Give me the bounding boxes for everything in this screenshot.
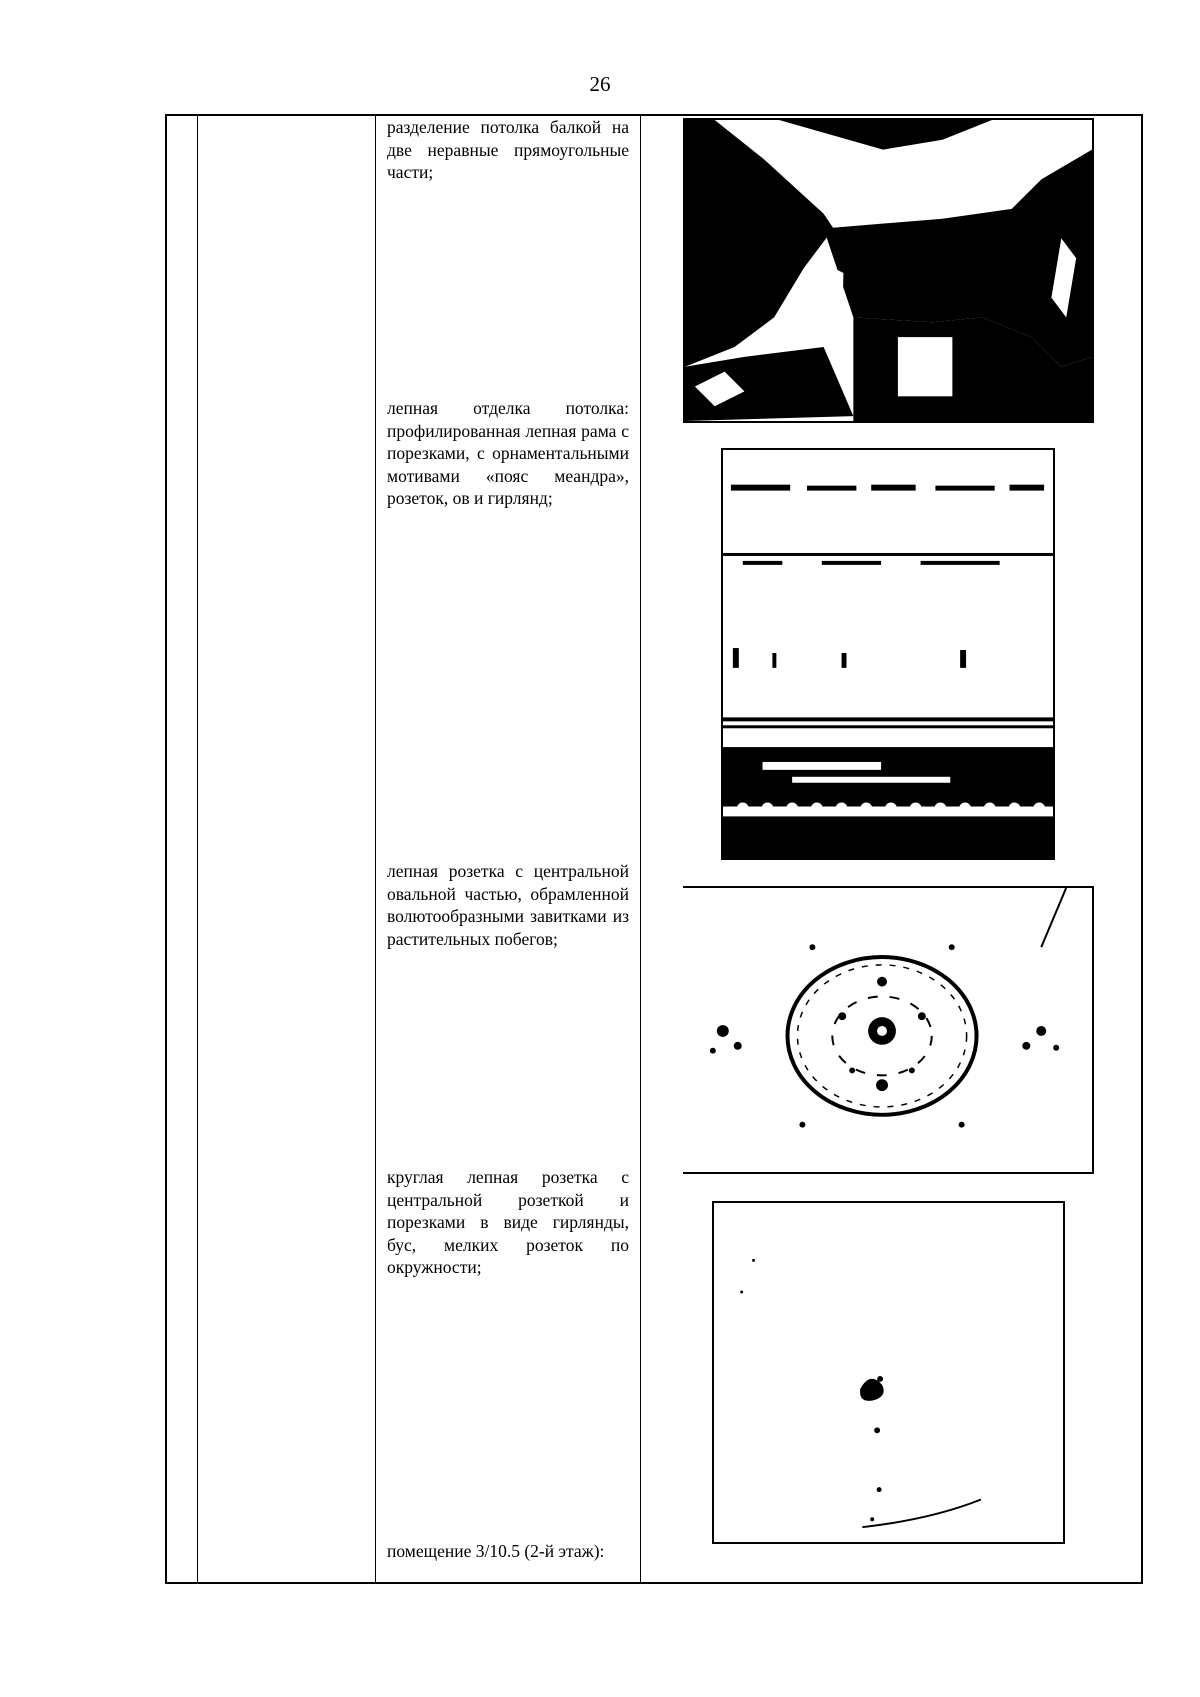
page-number: 26: [589, 72, 611, 96]
photo-ceiling-beam: [683, 118, 1094, 423]
photo-round-rosette: [712, 1201, 1065, 1544]
column-divider-1: [197, 116, 198, 1582]
description-stucco-ceiling: лепная отделка потолка: профилированная лепная рама с порезками, с орнаментальными мотивами «пояс меандра», розеток, ов и гирлянд;: [387, 398, 629, 508]
photo-oval-rosette: [683, 886, 1094, 1174]
description-room: помещение 3/10.5 (2-й этаж):: [387, 1541, 605, 1561]
column-divider-3: [640, 116, 641, 1582]
description-ceiling-beam: разделение потолка балкой на две неравные прямоугольные части;: [387, 117, 629, 182]
column-divider-2: [375, 116, 376, 1582]
photo-stucco-ceiling: [721, 448, 1055, 860]
description-oval-rosette: лепная розетка с центральной овальной частью, обрамленной волютообразными завитками из растительных побегов;: [387, 861, 629, 949]
description-round-rosette: круглая лепная розетка с центральной розеткой и порезками в виде гирлянды, бус, мелких розеток по окружности;: [387, 1167, 629, 1277]
